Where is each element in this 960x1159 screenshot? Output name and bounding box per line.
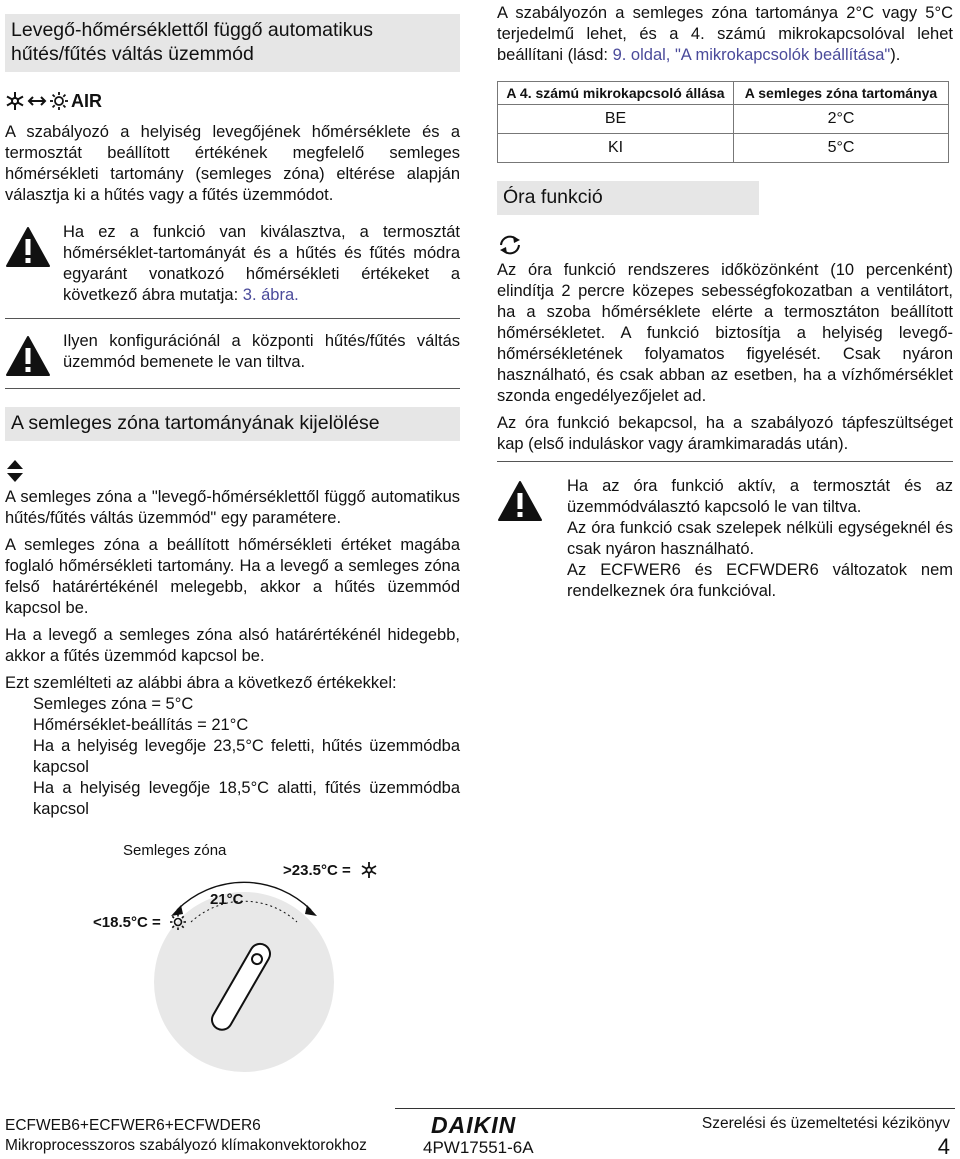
warning-line: Az ECFWER6 és ECFWDER6 változatok nem rendelkeznek óra funkcióval. xyxy=(567,561,953,600)
table-row xyxy=(498,134,949,163)
neutral-zone-paragraph-4: Ezt szemlélteti az alábbi ábra a következő értékekkel: xyxy=(5,674,397,692)
list-item: Semleges zóna = 5°C xyxy=(33,695,194,713)
refresh-icon xyxy=(497,233,523,257)
table-cell: 2°C xyxy=(734,105,949,134)
footer-models: ECFWEB6+ECFWER6+ECFWDER6 xyxy=(5,1117,261,1134)
heading-clock-function: Óra funkció xyxy=(497,181,759,215)
divider xyxy=(497,461,953,462)
table-header-row xyxy=(498,82,949,105)
example-values-list xyxy=(5,694,460,820)
neutral-zone-paragraph-2: A semleges zóna a beállított hőmérsékleti értéket magába foglaló hőmérsékleti tartomány. Ha a levegő a semleges zóna felső határértékénél melegebb, akkor a hűtés üzemmód kapcsol be. xyxy=(5,536,460,617)
warning-line: Ha az óra funkció aktív, a termosztát és az üzemmódválasztó kapcsoló le van tiltva. xyxy=(567,477,953,516)
table-header: A semleges zóna tartománya xyxy=(734,82,949,105)
list-item: Ha a helyiség levegője 18,5°C alatti, fűtés üzemmódba kapcsol xyxy=(33,779,460,818)
warning-line: Az óra funkció csak szelepek nélküli egységeknél és csak nyáron használható. xyxy=(567,519,953,558)
air-mode-symbol: AIR xyxy=(5,90,460,112)
zone-label: Semleges zóna xyxy=(123,842,227,859)
neutral-zone-paragraph-1: A semleges zóna a "levegő-hőmérséklettől függő automatikus hűtés/fűtés váltás üzemmód" egy paramétere. xyxy=(5,488,460,527)
warning-central-input: Ilyen konfigurációnál a központi hűtés/fűtés váltás üzemmód bemenete le van tiltva. xyxy=(5,331,460,382)
neutral-zone-paragraph-3: Ha a levegő a semleges zóna alsó határértékénél hidegebb, akkor a fűtés üzemmód kapcsol be. xyxy=(5,626,460,665)
microswitch-table xyxy=(497,81,949,163)
microswitch-settings-link[interactable]: 9. oldal, "A mikrokapcsolók beállítása" xyxy=(612,46,891,64)
intro-paragraph: A szabályozó a helyiség levegőjének hőmérséklete és a termosztát beállított értékének megfelelő semleges hőmérsékleti tartomány (semleges zóna) eltérése alapján választja ki a hűtés vagy a fűtés üzemmódot. xyxy=(5,123,460,204)
table-header: A 4. számú mikrokapcsoló állása xyxy=(498,82,734,105)
warning-function-selected: Ha ez a funkció van kiválasztva, a termosztát hőmérséklet-tartományát és a hűtés és fűtés módra egyaránt vonatkozó hőmérsékleti értékeket a következő ábra mutatja: 3. ábra. xyxy=(5,222,460,306)
divider xyxy=(5,318,460,319)
warning-icon xyxy=(497,480,543,522)
figure-3-link[interactable]: 3. ábra. xyxy=(242,286,299,304)
setpoint-label: 21°C xyxy=(210,891,244,908)
page-number: 4 xyxy=(937,1134,950,1159)
double-arrow-icon xyxy=(27,94,47,108)
footer-subtitle: Mikroprocesszoros szabályozó klímakonvektorokhoz xyxy=(5,1137,367,1154)
list-item: Hőmérséklet-beállítás = 21°C xyxy=(33,716,249,734)
table-cell: BE xyxy=(498,105,734,134)
heading-neutral-zone: A semleges zóna tartományának kijelölése xyxy=(5,407,460,441)
neutral-zone-range-paragraph: A szabályozón a semleges zóna tartománya 2°C vagy 5°C terjedelmű lehet, és a 4. számú mikrokapcsolóval lehet beállítani (lásd: 9. oldal, "A mikrokapcsolók beállítása"). xyxy=(497,4,953,64)
updown-arrow-icon xyxy=(5,459,25,483)
table-cell: KI xyxy=(498,134,734,163)
upper-threshold-label: >23.5°C = xyxy=(283,862,351,879)
neutral-zone-diagram xyxy=(5,842,460,1102)
daikin-logo: DAIKIN xyxy=(431,1112,517,1138)
footer-manual-title: Szerelési és üzemeltetési kézikönyv xyxy=(701,1115,950,1132)
snowflake-icon xyxy=(5,91,25,111)
document-code: 4PW17551-6A xyxy=(423,1138,534,1157)
snowflake-icon xyxy=(362,862,376,878)
right-column xyxy=(497,0,953,602)
heading-auto-changeover: Levegő-hőmérséklettől függő automatikus hűtés/fűtés váltás üzemmód xyxy=(5,14,460,72)
table-row xyxy=(498,105,949,134)
clock-function-paragraph-1: Az óra funkció rendszeres időközönként (10 percenként) elindítja 2 percre közepes sebességfokozatban a ventilátort, ha a szoba hőmérséklete elérte a termosztáton beállított hőmérsékletet. A funkció biztosítja a helyiség levegő-hőmérsékletének folyamatos figyelését. Csak nyáron használható, és csak abban az esetben, ha a vízhőmérséklet szonda engedélyezőjelet ad. xyxy=(497,261,953,405)
warning-clock-function xyxy=(497,476,953,602)
lower-threshold-label: <18.5°C = xyxy=(93,914,161,931)
divider xyxy=(5,388,460,389)
table-cell: 5°C xyxy=(734,134,949,163)
left-column xyxy=(5,0,460,1102)
warning-icon xyxy=(5,335,51,377)
warning-icon xyxy=(5,226,51,268)
clock-function-paragraph-2: Az óra funkció bekapcsol, ha a szabályozó tápfeszültséget kap (első induláskor vagy áramkimaradás után). xyxy=(497,414,953,453)
sun-icon xyxy=(49,91,69,111)
list-item: Ha a helyiség levegője 23,5°C feletti, hűtés üzemmódba kapcsol xyxy=(33,737,460,776)
